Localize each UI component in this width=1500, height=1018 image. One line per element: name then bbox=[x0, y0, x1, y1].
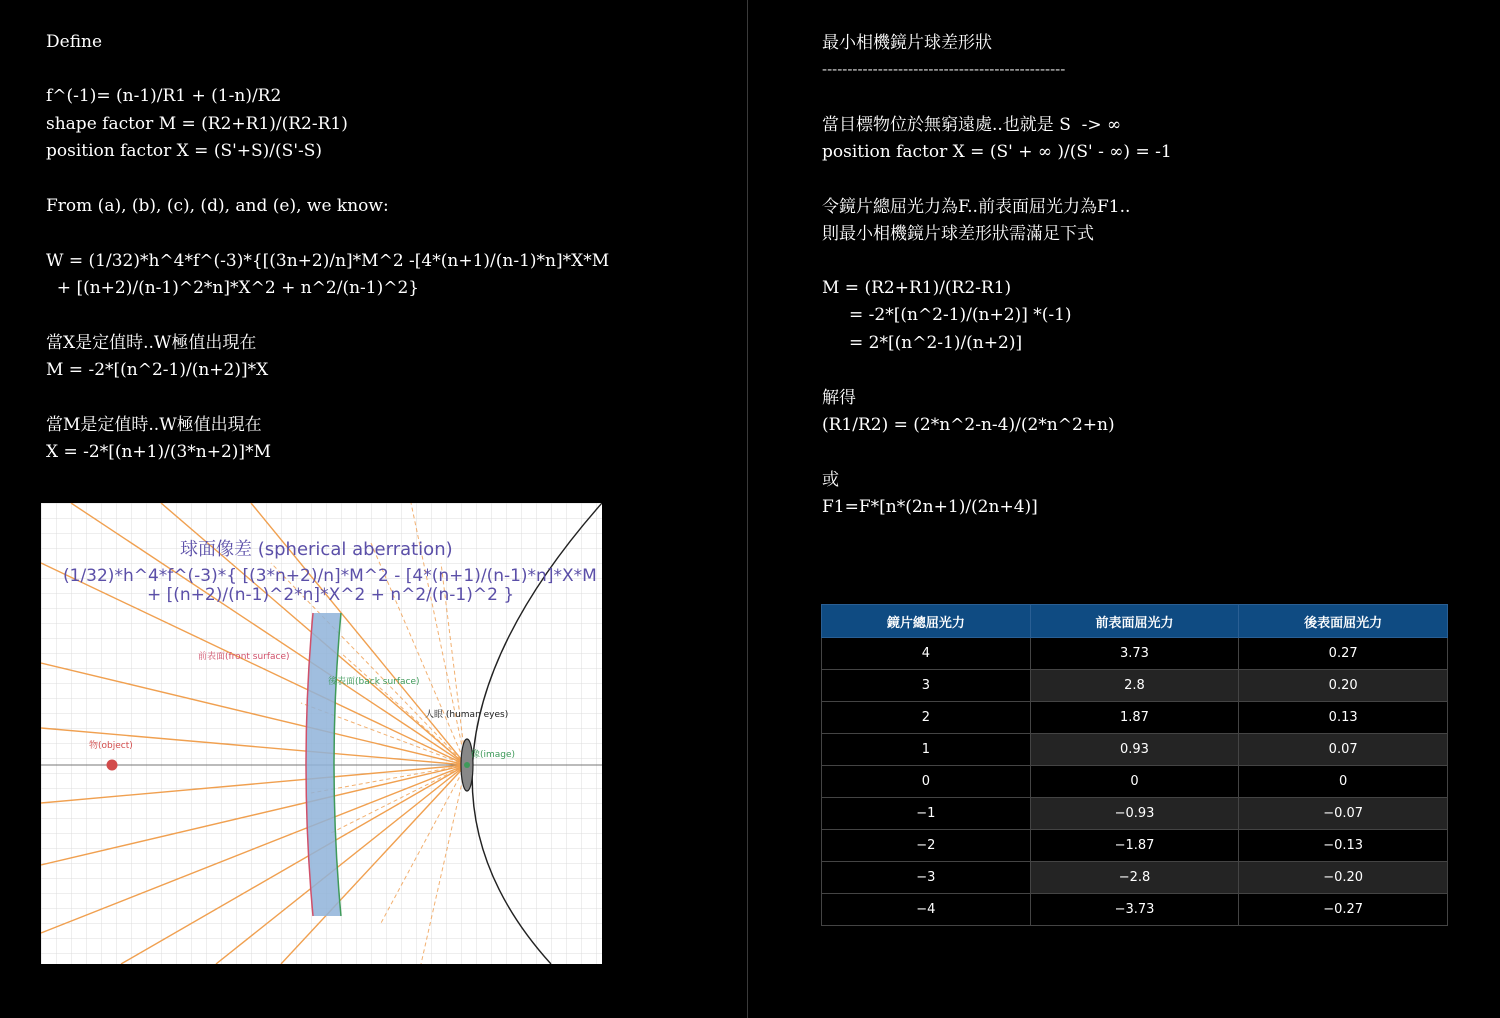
table-cell: 2.8 bbox=[1030, 670, 1239, 702]
right-line-or: 或 bbox=[822, 470, 839, 490]
right-line-condition: 則最小相機鏡片球差形狀需滿足下式 bbox=[822, 224, 1094, 244]
header-total-power: 鏡片總屈光力 bbox=[822, 605, 1031, 638]
figure-svg bbox=[41, 503, 602, 964]
table-cell: 0.27 bbox=[1239, 638, 1448, 670]
table-cell: 0.93 bbox=[1030, 734, 1239, 766]
table-cell: 3 bbox=[822, 670, 1031, 702]
table-row bbox=[822, 702, 1448, 734]
table-cell: −0.93 bbox=[1030, 798, 1239, 830]
object-label: 物(object) bbox=[89, 741, 133, 751]
table-cell: −0.27 bbox=[1239, 894, 1448, 926]
right-line-m-step2: = 2*[(n^2-1)/(n+2)] bbox=[822, 333, 1023, 353]
image-point bbox=[464, 762, 470, 768]
page-divider bbox=[747, 0, 748, 1018]
table-cell: −1.87 bbox=[1030, 830, 1239, 862]
table-header-row bbox=[822, 605, 1448, 638]
left-line-x-result: X = -2*[(n+1)/(3*n+2)]*M bbox=[46, 442, 271, 462]
table-cell: 0.13 bbox=[1239, 702, 1448, 734]
right-line-position-factor: position factor X = (S' + ∞ )/(S' - ∞) = -1 bbox=[822, 142, 1172, 162]
power-table bbox=[821, 604, 1448, 926]
table-row bbox=[822, 670, 1448, 702]
right-dashes: ------------------------------------------------ bbox=[822, 60, 1066, 78]
image-label: 像(image) bbox=[471, 750, 516, 760]
right-line-solve: 解得 bbox=[822, 388, 856, 408]
header-front-power: 前表面屈光力 bbox=[1030, 605, 1239, 638]
right-line-r-ratio: (R1/R2) = (2*n^2-n-4)/(2*n^2+n) bbox=[822, 415, 1115, 435]
left-line-m-result: M = -2*[(n^2-1)/(n+2)]*X bbox=[46, 360, 269, 380]
table-cell: −0.13 bbox=[1239, 830, 1448, 862]
table-cell: 1 bbox=[822, 734, 1031, 766]
table-cell: −0.07 bbox=[1239, 798, 1448, 830]
table-cell: −3.73 bbox=[1030, 894, 1239, 926]
spherical-aberration-figure bbox=[41, 503, 602, 964]
table-row bbox=[822, 638, 1448, 670]
left-line-m-constant: 當M是定值時..W極值出現在 bbox=[46, 415, 262, 435]
table-row bbox=[822, 862, 1448, 894]
table-cell: −0.20 bbox=[1239, 862, 1448, 894]
table-cell: 0.20 bbox=[1239, 670, 1448, 702]
table-row bbox=[822, 894, 1448, 926]
table-cell: −3 bbox=[822, 862, 1031, 894]
left-line-shape-factor: shape factor M = (R2+R1)/(R2-R1) bbox=[46, 114, 348, 134]
table-cell: −1 bbox=[822, 798, 1031, 830]
object-point bbox=[107, 760, 118, 771]
table-cell: 0 bbox=[1239, 766, 1448, 798]
table-cell: 0.07 bbox=[1239, 734, 1448, 766]
left-line-w-formula-1: W = (1/32)*h^4*f^(-3)*{[(3n+2)/n]*M^2 -[4*(n+1)/(n-1)*n]*X*M bbox=[46, 251, 610, 271]
figure-formula-1: (1/32)*h^4*f^(-3)*{ [(3*n+2)/n]*M^2 - [4*(n+1)/(n-1)*n]*X*M bbox=[63, 566, 597, 586]
back-surface-label: 後表面(back surface) bbox=[328, 677, 420, 687]
left-line-x-constant: 當X是定值時..W極值出現在 bbox=[46, 333, 257, 353]
table-cell: −2.8 bbox=[1030, 862, 1239, 894]
figure-title: 球面像差 (spherical aberration) bbox=[180, 539, 453, 560]
table-cell: 1.87 bbox=[1030, 702, 1239, 734]
figure-formula-2: + [(n+2)/(n-1)^2*n]*X^2 + n^2/(n-1)^2 } bbox=[147, 585, 515, 605]
eye-label: 人眼 (human eyes) bbox=[425, 710, 509, 720]
left-line-define: Define bbox=[46, 32, 103, 52]
right-line-infinity: 當目標物位於無窮遠處..也就是 S -> ∞ bbox=[822, 115, 1122, 135]
table-row bbox=[822, 798, 1448, 830]
left-line-w-formula-2: + [(n+2)/(n-1)^2*n]*X^2 + n^2/(n-1)^2} bbox=[46, 278, 420, 298]
right-line-power-def: 令鏡片總屈光力為F..前表面屈光力為F1.. bbox=[822, 197, 1131, 217]
table-cell: −2 bbox=[822, 830, 1031, 862]
left-line-from: From (a), (b), (c), (d), and (e), we know: bbox=[46, 196, 389, 216]
left-line-position-factor: position factor X = (S'+S)/(S'-S) bbox=[46, 141, 323, 161]
header-back-power: 後表面屈光力 bbox=[1239, 605, 1448, 638]
right-line-m-step1: = -2*[(n^2-1)/(n+2)] *(-1) bbox=[822, 305, 1072, 325]
table-cell: 2 bbox=[822, 702, 1031, 734]
table-cell: 3.73 bbox=[1030, 638, 1239, 670]
front-surface-label: 前表面(front surface) bbox=[198, 652, 290, 662]
right-title: 最小相機鏡片球差形狀 bbox=[822, 33, 992, 53]
table-cell: −4 bbox=[822, 894, 1031, 926]
left-line-f-inverse: f^(-1)= (n-1)/R1 + (1-n)/R2 bbox=[46, 86, 282, 106]
table-cell: 4 bbox=[822, 638, 1031, 670]
table-row bbox=[822, 734, 1448, 766]
table-cell: 0 bbox=[1030, 766, 1239, 798]
table-row bbox=[822, 766, 1448, 798]
right-line-m-def: M = (R2+R1)/(R2-R1) bbox=[822, 278, 1012, 298]
right-line-f1: F1=F*[n*(2n+1)/(2n+4)] bbox=[822, 497, 1038, 517]
table-row bbox=[822, 830, 1448, 862]
table-cell: 0 bbox=[822, 766, 1031, 798]
